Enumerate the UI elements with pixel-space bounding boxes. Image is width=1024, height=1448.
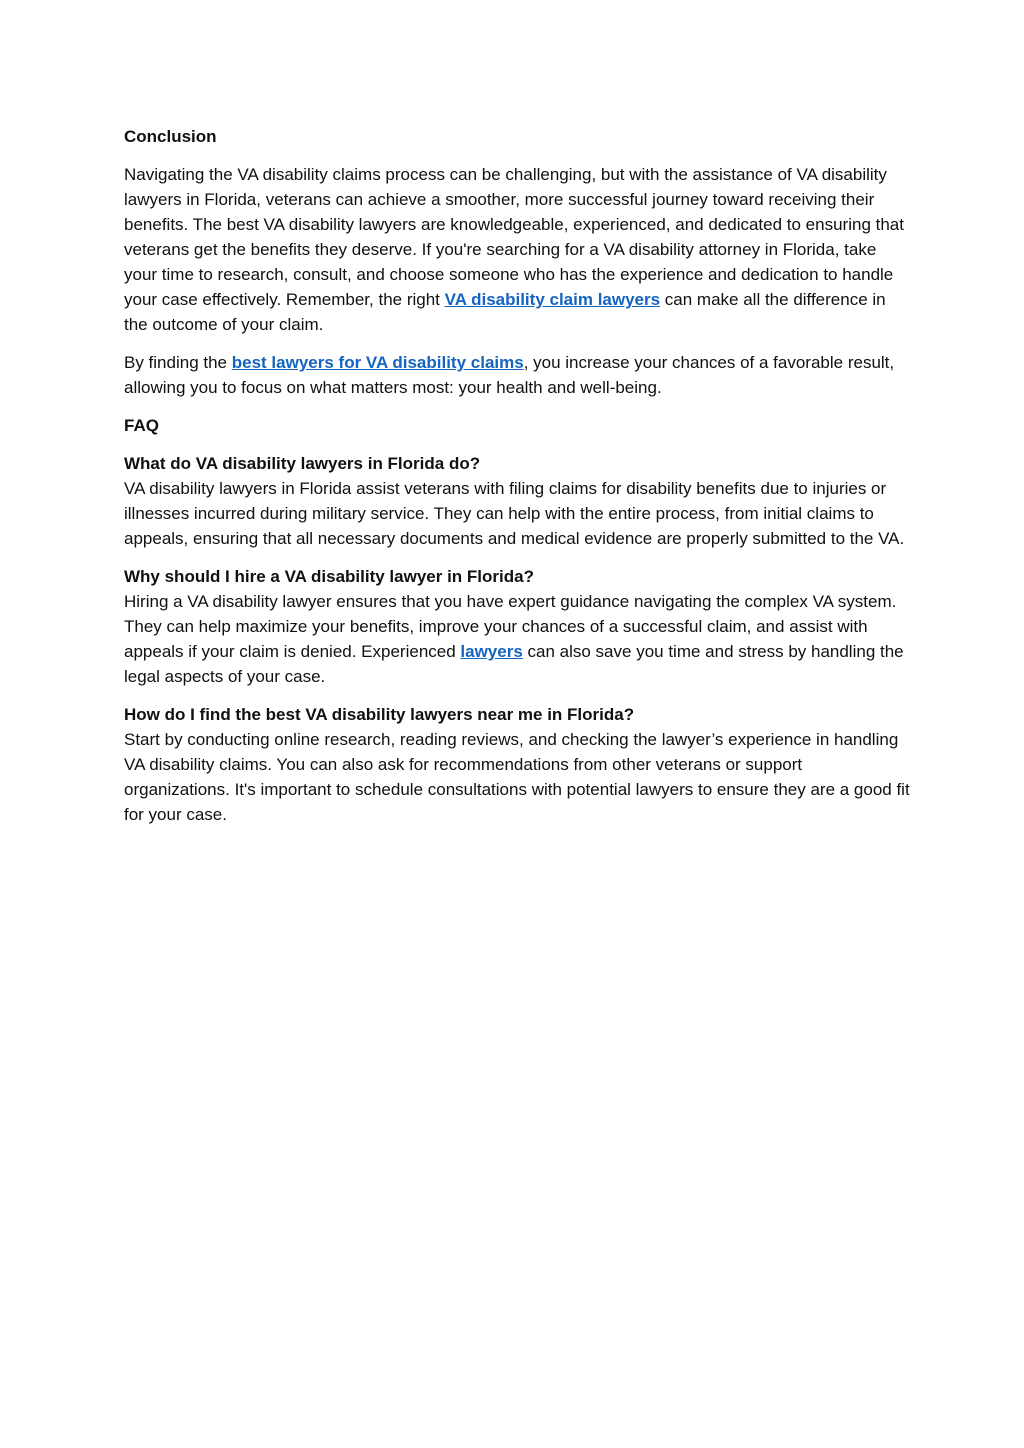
faq-answer-2-end: can also save you time and stress by handling the legal aspects of your case. xyxy=(124,642,904,686)
document-page xyxy=(124,124,910,840)
conclusion-p1-text-end: can make all the difference in the outcome of your claim. xyxy=(124,290,886,334)
faq-answer-1: VA disability lawyers in Florida assist veterans with filing claims for disability benefits due to injuries or illnesses incurred during military service. They can help with the entire process, from initial claims to appeals, ensuring that all necessary documents and medical evidence are properly submitted to the VA. xyxy=(124,479,905,548)
faq-answer-3: Start by conducting online research, reading reviews, and checking the lawyer’s experience in handling VA disability claims. You can also ask for recommendations from other veterans or support organizations. It's important to schedule consultations with potential lawyers to ensure they are a good fit for your case. xyxy=(124,730,910,824)
conclusion-p2-text-end: , you increase your chances of a favorable result, allowing you to focus on what matters most: your health and well-being. xyxy=(124,353,895,397)
conclusion-p2-text-start: By finding the xyxy=(124,353,232,372)
lawyers-link[interactable]: lawyers xyxy=(460,642,523,661)
va-disability-claim-lawyers-link[interactable]: VA disability claim lawyers xyxy=(444,290,661,309)
faq-item-2 xyxy=(124,564,910,689)
faq-item-3 xyxy=(124,702,910,827)
faq-item-1 xyxy=(124,451,910,551)
faq-question-3: How do I find the best VA disability lawyers near me in Florida? xyxy=(124,705,635,724)
best-lawyers-link[interactable]: best lawyers for VA disability claims xyxy=(231,353,524,372)
conclusion-paragraph-2 xyxy=(124,350,910,400)
faq-question-2: Why should I hire a VA disability lawyer in Florida? xyxy=(124,567,534,586)
faq-answer-2-start: Hiring a VA disability lawyer ensures that you have expert guidance navigating the complex VA system. They can help maximize your benefits, improve your chances of a successful claim, and assist with appeals if your claim is denied. Experienced xyxy=(124,592,897,661)
conclusion-heading: Conclusion xyxy=(124,127,217,146)
conclusion-paragraph-1 xyxy=(124,162,910,337)
faq-heading: FAQ xyxy=(124,416,159,435)
conclusion-p1-text-start: Navigating the VA disability claims process can be challenging, but with the assistance of VA disability lawyers in Florida, veterans can achieve a smoother, more successful journey toward receiving their benefits. The best VA disability lawyers are knowledgeable, experienced, and dedicated to ensuring that veterans get the benefits they deserve. If you're searching for a VA disability attorney in Florida, take your time to research, consult, and choose someone who has the experience and dedication to handle your case effectively. Remember, the right xyxy=(124,165,904,309)
faq-question-1: What do VA disability lawyers in Florida do? xyxy=(124,454,481,473)
